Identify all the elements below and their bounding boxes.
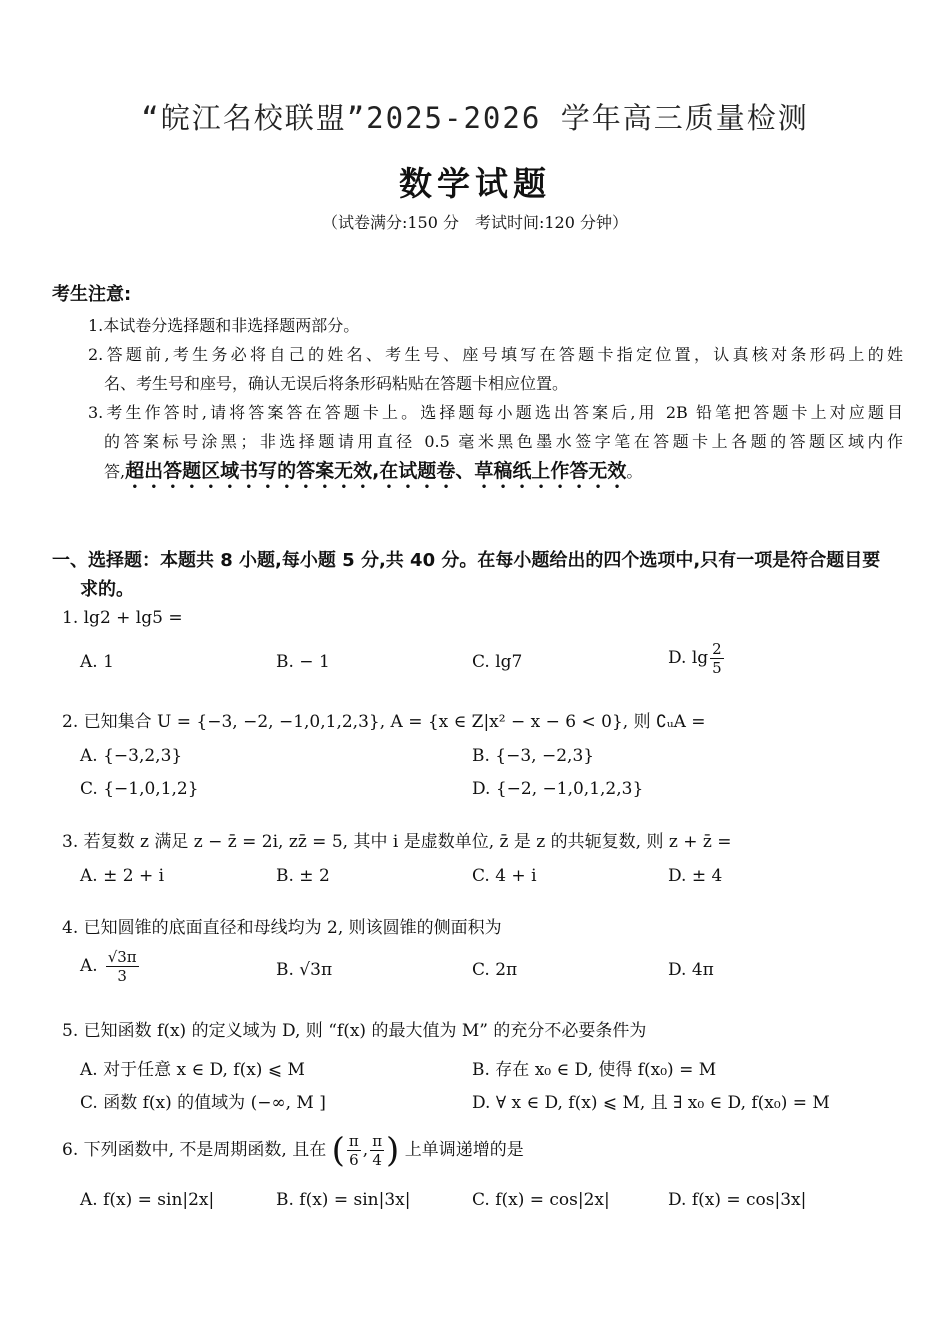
question-6-option-a: A. f(x) = sin|2x|: [80, 1190, 215, 1210]
fraction: [106, 948, 139, 985]
fraction-denominator: 4: [372, 1151, 382, 1169]
question-1-option-c: C. lg7: [472, 652, 523, 672]
notice-item-3-line-2: 的答案标号涂黑；非选择题请用直径 0.5 毫米黑色墨水签字笔在答题卡上各题的答题区域内作: [104, 432, 903, 451]
notice-item-3-prefix: 答,: [104, 462, 126, 481]
question-5-option-c: C. 函数 f(x) 的值域为 (−∞, M ]: [80, 1093, 326, 1113]
question-4-option-b: B. √3π: [276, 960, 333, 980]
question-4-stem: 4. 已知圆锥的底面直径和母线均为 2, 则该圆锥的侧面积为: [62, 918, 502, 938]
question-3-option-d: D. ± 4: [668, 866, 723, 886]
notice-item-2-line-1: 2.答题前,考生务必将自己的姓名、考生号、座号填写在答题卡指定位置，认真核对条形码上的姓: [88, 345, 903, 364]
notice-item-3-suffix: 。: [626, 462, 643, 481]
notice-item-1: 1.本试卷分选择题和非选择题两部分。: [88, 316, 360, 335]
question-3-option-a: A. ± 2 + i: [80, 866, 165, 886]
question-6-stem-suffix: 上单调递增的是: [404, 1140, 524, 1160]
question-3-option-b: B. ± 2: [276, 866, 330, 886]
question-6-option-c: C. f(x) = cos|2x|: [472, 1190, 610, 1210]
fraction: [347, 1132, 361, 1169]
question-4-option-d: D. 4π: [668, 960, 714, 980]
question-2-option-d: D. {−2, −1,0,1,2,3}: [472, 779, 644, 799]
question-4-option-a: [80, 948, 141, 985]
question-6-stem: 6. 下列函数中, 不是周期函数, 且在 ( $\frac{\pi}{6}$ , $\frac{\pi}{4}$ ) 上单调递增的是: [62, 1130, 524, 1171]
exam-title: “皖江名校联盟”2025-2026 学年高三质量检测: [141, 101, 809, 135]
question-2-stem: 2. 已知集合 U = {−3, −2, −1,0,1,2,3}, A = {x ∈ Z|x² − x − 6 < 0}, 则 ∁ᵤA =: [62, 712, 706, 732]
question-6-stem-prefix: 6. 下列函数中, 不是周期函数, 且在: [62, 1140, 327, 1160]
question-5-option-a: A. 对于任意 x ∈ D, f(x) ⩽ M: [80, 1060, 305, 1080]
fraction-numerator: 2: [712, 640, 722, 658]
notice-heading: 考生注意:: [52, 284, 132, 305]
notice-item-3-line-3: [104, 456, 642, 493]
question-2-option-c: C. {−1,0,1,2}: [80, 779, 199, 799]
question-3-stem: 3. 若复数 z 满足 z − z̄ = 2i, zz̄ = 5, 其中 i 是虚数单位, z̄ 是 z 的共轭复数, 则 z + z̄ =: [62, 832, 732, 852]
question-5-stem: 5. 已知函数 f(x) 的定义域为 D, 则 “f(x) 的最大值为 M” 的充分不必要条件为: [62, 1021, 647, 1041]
fraction: [710, 640, 724, 677]
question-5-option-b: B. 存在 x₀ ∈ D, 使得 f(x₀) = M: [472, 1060, 717, 1080]
subject-title: 数学试题: [399, 164, 551, 203]
question-1-option-d: [668, 640, 726, 677]
question-5-option-d: D. ∀ x ∈ D, f(x) ⩽ M, 且 ∃ x₀ ∈ D, f(x₀) = M: [472, 1093, 830, 1113]
fraction-numerator: √3π: [107, 948, 137, 966]
question-2-option-b: B. {−3, −2,3}: [472, 746, 595, 766]
question-3-option-c: C. 4 + i: [472, 866, 537, 886]
fraction-numerator: π: [348, 1132, 359, 1150]
notice-emphasis: 超出答题区域书写的答案无效,在试题卷、草稿纸上作答无效: [125, 460, 627, 482]
notice-item-2-line-2: 名、考生号和座号，确认无误后将条形码粘贴在答题卡相应位置。: [104, 374, 569, 393]
notice-item-3-line-1: 3.考生作答时,请将答案答在答题卡上。选择题每小题选出答案后,用 2B 铅笔把答题卡上对应题目: [88, 403, 903, 422]
fraction-denominator: 5: [712, 659, 722, 677]
section-heading: 一、选择题：本题共 8 小题,每小题 5 分,共 40 分。在每小题给出的四个选项中,只有一项是符合题目要: [52, 550, 881, 571]
question-6-option-b: B. f(x) = sin|3x|: [276, 1190, 411, 1210]
open-paren: (: [331, 1130, 345, 1171]
section-heading-line-2: 求的。: [80, 579, 134, 600]
fraction-numerator: π: [372, 1132, 383, 1150]
question-1-stem: 1. lg2 + lg5 =: [62, 608, 183, 628]
question-2-option-a: A. {−3,2,3}: [80, 746, 183, 766]
close-paren: ): [386, 1130, 400, 1171]
question-1-option-a: A. 1: [80, 652, 114, 672]
question-4-option-c: C. 2π: [472, 960, 518, 980]
question-4-option-a-label: A.: [80, 956, 98, 976]
fraction: [370, 1132, 384, 1169]
exam-info: （试卷满分:150 分 考试时间:120 分钟）: [321, 213, 629, 232]
question-1-option-d-label: D. lg: [668, 648, 709, 668]
question-6-option-d: D. f(x) = cos|3x|: [668, 1190, 807, 1210]
fraction-denominator: 3: [117, 967, 127, 985]
question-1-option-b: B. − 1: [276, 652, 330, 672]
fraction-denominator: 6: [349, 1151, 359, 1169]
